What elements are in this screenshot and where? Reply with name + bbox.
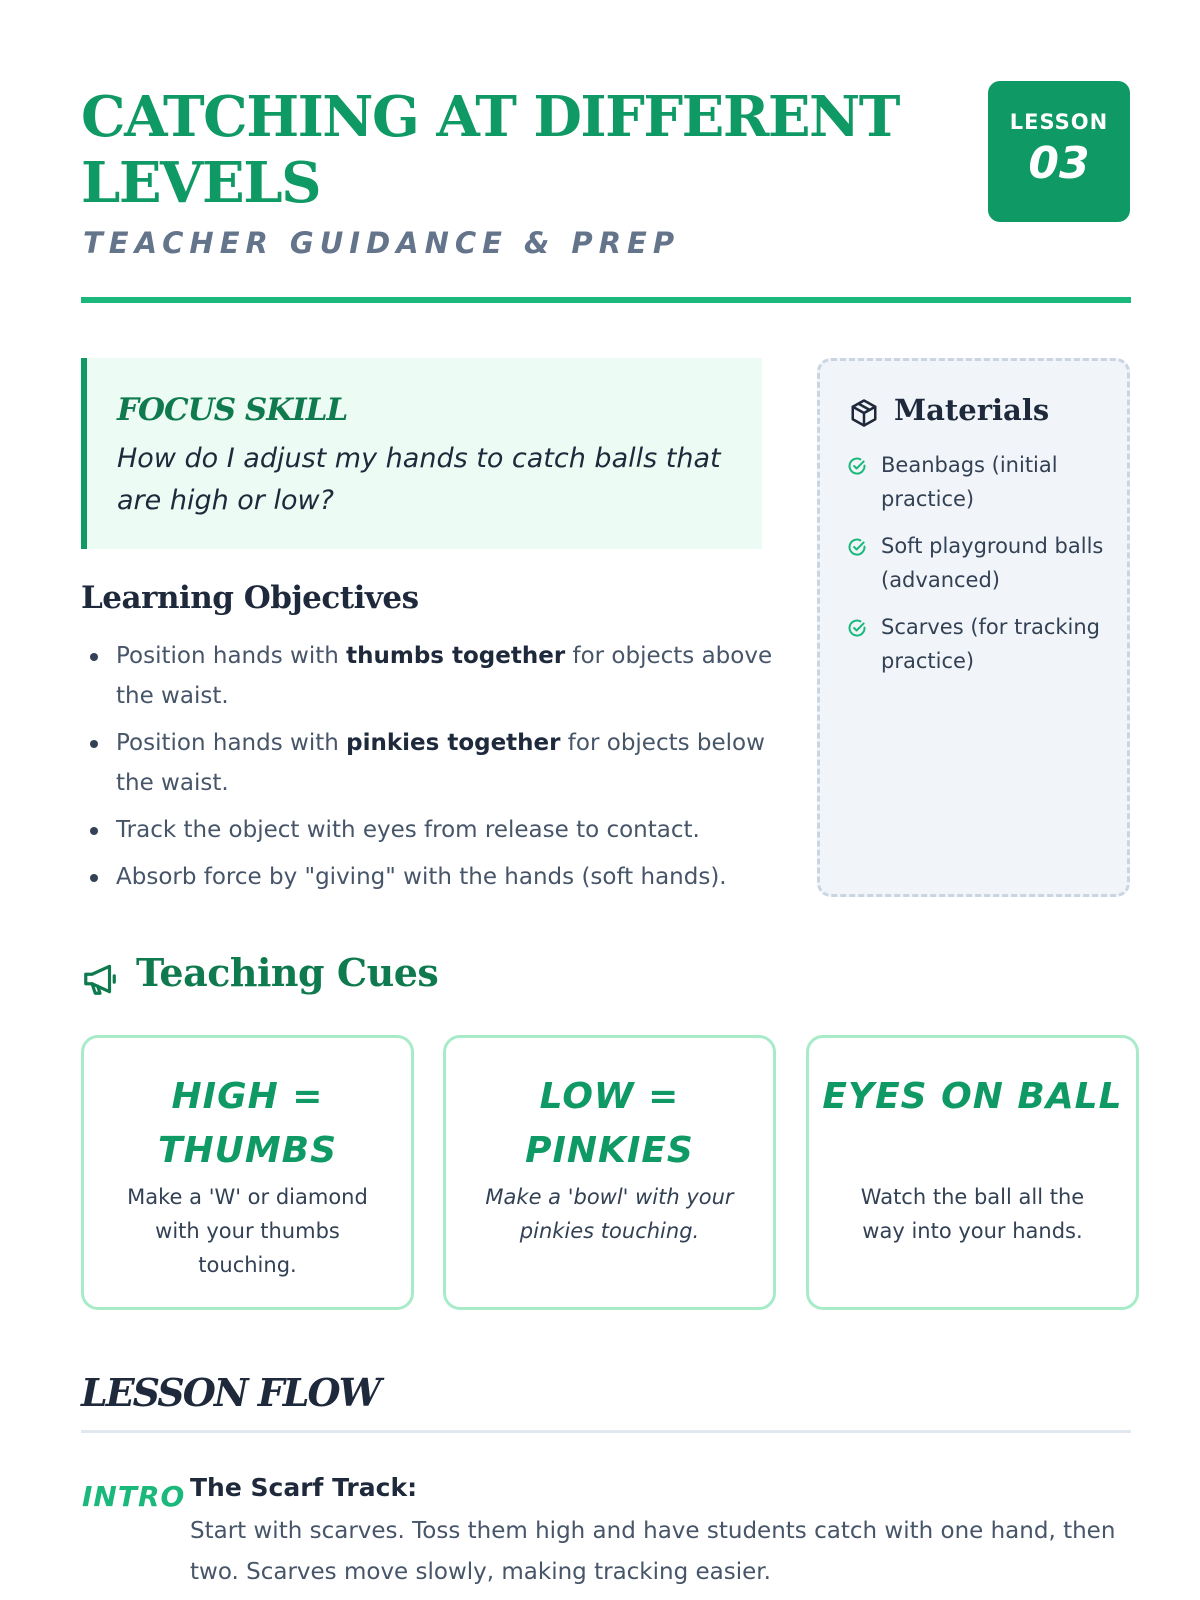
header-divider bbox=[81, 297, 1131, 303]
objectives-title: Learning Objectives bbox=[81, 580, 419, 616]
teaching-cues-title: Teaching Cues bbox=[136, 950, 439, 995]
focus-skill-title: FOCUS SKILL bbox=[117, 392, 348, 428]
cue-card-desc: Make a 'W' or diamond with your thumbs touching. bbox=[127, 1185, 368, 1277]
lesson-flow-title: LESSON FLOW bbox=[81, 1370, 380, 1415]
materials-panel bbox=[817, 358, 1130, 897]
objective-item: Track the object with eyes from release to contact. bbox=[81, 810, 781, 850]
materials-title: Materials bbox=[894, 393, 1050, 427]
cue-card-low bbox=[443, 1035, 776, 1310]
objective-item: Position hands with thumbs together for objects above the waist. bbox=[81, 636, 781, 716]
material-item: Soft playground balls (advanced) bbox=[847, 529, 1117, 597]
cue-card-eyes bbox=[806, 1035, 1139, 1310]
materials-list bbox=[847, 448, 1117, 691]
box-icon bbox=[849, 398, 879, 428]
flow-step-desc: Start with scarves. Toss them high and have students catch with one hand, then two. Scarves move slowly, making tracking easier. bbox=[190, 1518, 1116, 1585]
focus-skill-question: How do I adjust my hands to catch balls that are high or low? bbox=[117, 443, 721, 516]
cue-card-title: LOW = PINKIES bbox=[525, 1076, 694, 1171]
cue-card-high bbox=[81, 1035, 414, 1310]
material-item: Beanbags (initial practice) bbox=[847, 448, 1117, 516]
flow-step-tag: INTRO bbox=[82, 1480, 186, 1513]
check-circle-icon bbox=[847, 537, 867, 557]
focus-skill-box bbox=[81, 358, 762, 549]
flow-step-title: The Scarf Track: bbox=[190, 1473, 418, 1502]
check-circle-icon bbox=[847, 456, 867, 476]
page-title: CATCHING AT DIFFERENT LEVELS bbox=[81, 84, 899, 216]
cue-card-title: HIGH = THUMBS bbox=[157, 1076, 338, 1171]
lesson-flow-divider bbox=[81, 1430, 1131, 1433]
check-circle-icon bbox=[847, 618, 867, 638]
lesson-badge bbox=[988, 81, 1130, 222]
objectives-list bbox=[81, 636, 781, 904]
lesson-badge-number: 03 bbox=[1028, 138, 1090, 189]
cue-card-desc: Watch the ball all the way into your hands. bbox=[860, 1185, 1085, 1243]
lesson-badge-label: LESSON bbox=[1009, 110, 1109, 134]
objective-item: Absorb force by "giving" with the hands (soft hands). bbox=[81, 857, 781, 897]
page-subtitle: TEACHER GUIDANCE & PREP bbox=[83, 226, 681, 260]
material-item: Scarves (for tracking practice) bbox=[847, 610, 1117, 678]
cue-card-desc: Make a 'bowl' with your pinkies touching. bbox=[485, 1185, 734, 1243]
cue-card-title: EYES ON BALL bbox=[822, 1076, 1123, 1117]
objective-item: Position hands with pinkies together for objects below the waist. bbox=[81, 723, 781, 803]
megaphone-icon bbox=[81, 960, 119, 998]
